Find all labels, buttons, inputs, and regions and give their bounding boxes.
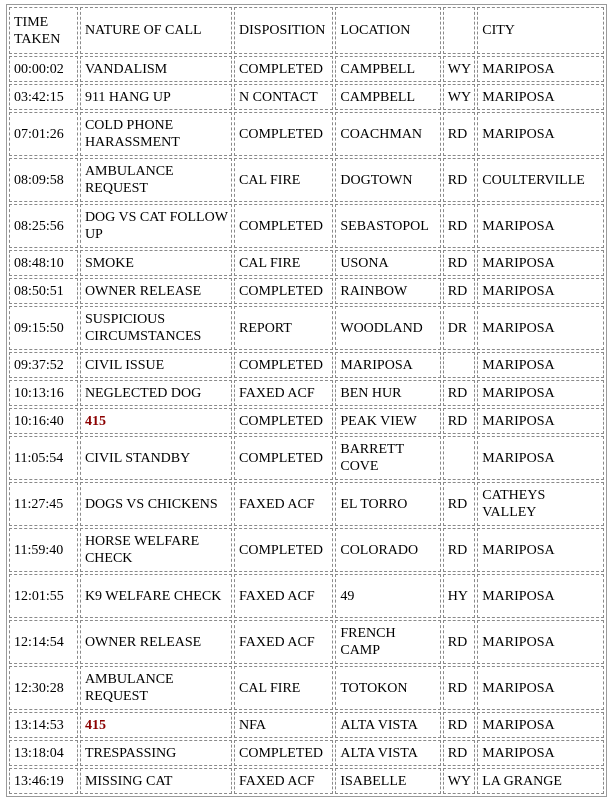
table-row <box>9 306 604 350</box>
table-row <box>9 528 604 572</box>
cell-time: 07:01:26 <box>9 112 78 156</box>
cell-city: MARIPOSA <box>477 666 604 710</box>
cell-nature-of-call: CIVIL STANDBY <box>80 436 232 480</box>
cell-city: MARIPOSA <box>477 408 604 434</box>
table-row <box>9 250 604 276</box>
cell-nature-of-call: OWNER RELEASE <box>80 620 232 664</box>
cell-nature-of-call: MISSING CAT <box>80 768 232 794</box>
cell-suffix: RD <box>443 112 475 156</box>
cell-disposition: FAXED ACF <box>234 768 333 794</box>
cell-time: 09:15:50 <box>9 306 78 350</box>
table-row <box>9 408 604 434</box>
cell-time: 08:25:56 <box>9 204 78 248</box>
cell-city: CATHEYS VALLEY <box>477 482 604 526</box>
cell-time: 11:27:45 <box>9 482 78 526</box>
cell-disposition: CAL FIRE <box>234 666 333 710</box>
cell-city: MARIPOSA <box>477 204 604 248</box>
cell-suffix: RD <box>443 712 475 738</box>
cell-location: WOODLAND <box>335 306 440 350</box>
cell-city: MARIPOSA <box>477 574 604 618</box>
cell-time: 13:18:04 <box>9 740 78 766</box>
cell-nature-of-call: CIVIL ISSUE <box>80 352 232 378</box>
cell-city: MARIPOSA <box>477 436 604 480</box>
cell-city: LA GRANGE <box>477 768 604 794</box>
table-row <box>9 84 604 110</box>
cell-suffix: WY <box>443 56 475 82</box>
cell-time: 10:13:16 <box>9 380 78 406</box>
header-suffix <box>443 7 475 54</box>
cell-city: MARIPOSA <box>477 352 604 378</box>
cell-suffix: WY <box>443 768 475 794</box>
cell-city: MARIPOSA <box>477 712 604 738</box>
table-row <box>9 436 604 480</box>
cell-location: DOGTOWN <box>335 158 440 202</box>
cell-suffix: RD <box>443 528 475 572</box>
cell-disposition: COMPLETED <box>234 56 333 82</box>
cell-city: MARIPOSA <box>477 380 604 406</box>
cell-suffix: RD <box>443 278 475 304</box>
cell-suffix: RD <box>443 666 475 710</box>
table-row <box>9 56 604 82</box>
header-disposition: DISPOSITION <box>234 7 333 54</box>
cell-disposition: COMPLETED <box>234 278 333 304</box>
header-city: CITY <box>477 7 604 54</box>
cell-location: ISABELLE <box>335 768 440 794</box>
cell-location: EL TORRO <box>335 482 440 526</box>
cell-city: MARIPOSA <box>477 112 604 156</box>
table-row <box>9 278 604 304</box>
header-time-taken: TIME TAKEN <box>9 7 78 54</box>
cell-time: 08:48:10 <box>9 250 78 276</box>
cell-time: 11:59:40 <box>9 528 78 572</box>
cell-suffix: HY <box>443 574 475 618</box>
cell-location: COACHMAN <box>335 112 440 156</box>
table-row <box>9 352 604 378</box>
call-log-body <box>9 7 604 794</box>
cell-nature-of-call: NEGLECTED DOG <box>80 380 232 406</box>
cell-city: MARIPOSA <box>477 84 604 110</box>
cell-suffix: RD <box>443 482 475 526</box>
header-row <box>9 7 604 54</box>
cell-city: MARIPOSA <box>477 306 604 350</box>
cell-nature-of-call: COLD PHONE HARASSMENT <box>80 112 232 156</box>
cell-suffix <box>443 352 475 378</box>
cell-city: MARIPOSA <box>477 56 604 82</box>
cell-suffix: RD <box>443 204 475 248</box>
cell-city: COULTERVILLE <box>477 158 604 202</box>
cell-nature-of-call: SUSPICIOUS CIRCUMSTANCES <box>80 306 232 350</box>
cell-disposition: COMPLETED <box>234 740 333 766</box>
cell-time: 03:42:15 <box>9 84 78 110</box>
cell-location: ALTA VISTA <box>335 740 440 766</box>
cell-location: PEAK VIEW <box>335 408 440 434</box>
cell-suffix: RD <box>443 620 475 664</box>
cell-time: 08:50:51 <box>9 278 78 304</box>
cell-city: MARIPOSA <box>477 740 604 766</box>
call-log-table <box>6 4 607 797</box>
cell-nature-of-call: TRESPASSING <box>80 740 232 766</box>
cell-location: CAMPBELL <box>335 56 440 82</box>
cell-suffix <box>443 436 475 480</box>
table-row <box>9 204 604 248</box>
cell-suffix: WY <box>443 84 475 110</box>
cell-time: 09:37:52 <box>9 352 78 378</box>
cell-disposition: FAXED ACF <box>234 482 333 526</box>
cell-disposition: COMPLETED <box>234 436 333 480</box>
cell-city: MARIPOSA <box>477 250 604 276</box>
cell-location: FRENCH CAMP <box>335 620 440 664</box>
table-row <box>9 768 604 794</box>
table-row <box>9 482 604 526</box>
header-location: LOCATION <box>335 7 440 54</box>
cell-nature-of-call: DOG VS CAT FOLLOW UP <box>80 204 232 248</box>
cell-time: 08:09:58 <box>9 158 78 202</box>
cell-disposition: CAL FIRE <box>234 158 333 202</box>
cell-location: MARIPOSA <box>335 352 440 378</box>
cell-location: SEBASTOPOL <box>335 204 440 248</box>
cell-disposition: COMPLETED <box>234 112 333 156</box>
cell-time: 13:14:53 <box>9 712 78 738</box>
cell-nature-of-call: SMOKE <box>80 250 232 276</box>
cell-location: TOTOKON <box>335 666 440 710</box>
cell-time: 12:30:28 <box>9 666 78 710</box>
table-row <box>9 574 604 618</box>
cell-disposition: COMPLETED <box>234 352 333 378</box>
cell-time: 13:46:19 <box>9 768 78 794</box>
cell-time: 11:05:54 <box>9 436 78 480</box>
cell-nature-of-call: K9 WELFARE CHECK <box>80 574 232 618</box>
cell-location: RAINBOW <box>335 278 440 304</box>
cell-nature-of-call: AMBULANCE REQUEST <box>80 158 232 202</box>
table-row <box>9 740 604 766</box>
cell-time: 00:00:02 <box>9 56 78 82</box>
cell-suffix: RD <box>443 380 475 406</box>
cell-nature-of-call: DOGS VS CHICKENS <box>80 482 232 526</box>
cell-location: 49 <box>335 574 440 618</box>
cell-disposition: FAXED ACF <box>234 380 333 406</box>
cell-city: MARIPOSA <box>477 620 604 664</box>
cell-time: 12:14:54 <box>9 620 78 664</box>
cell-suffix: RD <box>443 740 475 766</box>
cell-location: BEN HUR <box>335 380 440 406</box>
cell-disposition: REPORT <box>234 306 333 350</box>
cell-suffix: DR <box>443 306 475 350</box>
table-row <box>9 712 604 738</box>
table-row <box>9 158 604 202</box>
table-row <box>9 666 604 710</box>
cell-disposition: COMPLETED <box>234 528 333 572</box>
cell-disposition: N CONTACT <box>234 84 333 110</box>
cell-city: MARIPOSA <box>477 278 604 304</box>
cell-nature-of-call: AMBULANCE REQUEST <box>80 666 232 710</box>
cell-nature-of-call: HORSE WELFARE CHECK <box>80 528 232 572</box>
cell-location: CAMPBELL <box>335 84 440 110</box>
cell-time: 10:16:40 <box>9 408 78 434</box>
cell-disposition: FAXED ACF <box>234 574 333 618</box>
cell-suffix: RD <box>443 250 475 276</box>
cell-city: MARIPOSA <box>477 528 604 572</box>
cell-nature-of-call: VANDALISM <box>80 56 232 82</box>
cell-disposition: FAXED ACF <box>234 620 333 664</box>
cell-nature-of-call: 415 <box>80 408 232 434</box>
cell-location: COLORADO <box>335 528 440 572</box>
cell-location: ALTA VISTA <box>335 712 440 738</box>
cell-nature-of-call: 911 HANG UP <box>80 84 232 110</box>
cell-nature-of-call: OWNER RELEASE <box>80 278 232 304</box>
cell-location: USONA <box>335 250 440 276</box>
cell-disposition: COMPLETED <box>234 204 333 248</box>
table-row <box>9 112 604 156</box>
cell-time: 12:01:55 <box>9 574 78 618</box>
cell-nature-of-call: 415 <box>80 712 232 738</box>
cell-disposition: COMPLETED <box>234 408 333 434</box>
cell-disposition: CAL FIRE <box>234 250 333 276</box>
cell-suffix: RD <box>443 158 475 202</box>
cell-location: BARRETT COVE <box>335 436 440 480</box>
header-nature-of-call: NATURE OF CALL <box>80 7 232 54</box>
cell-suffix: RD <box>443 408 475 434</box>
table-row <box>9 620 604 664</box>
cell-disposition: NFA <box>234 712 333 738</box>
table-row <box>9 380 604 406</box>
